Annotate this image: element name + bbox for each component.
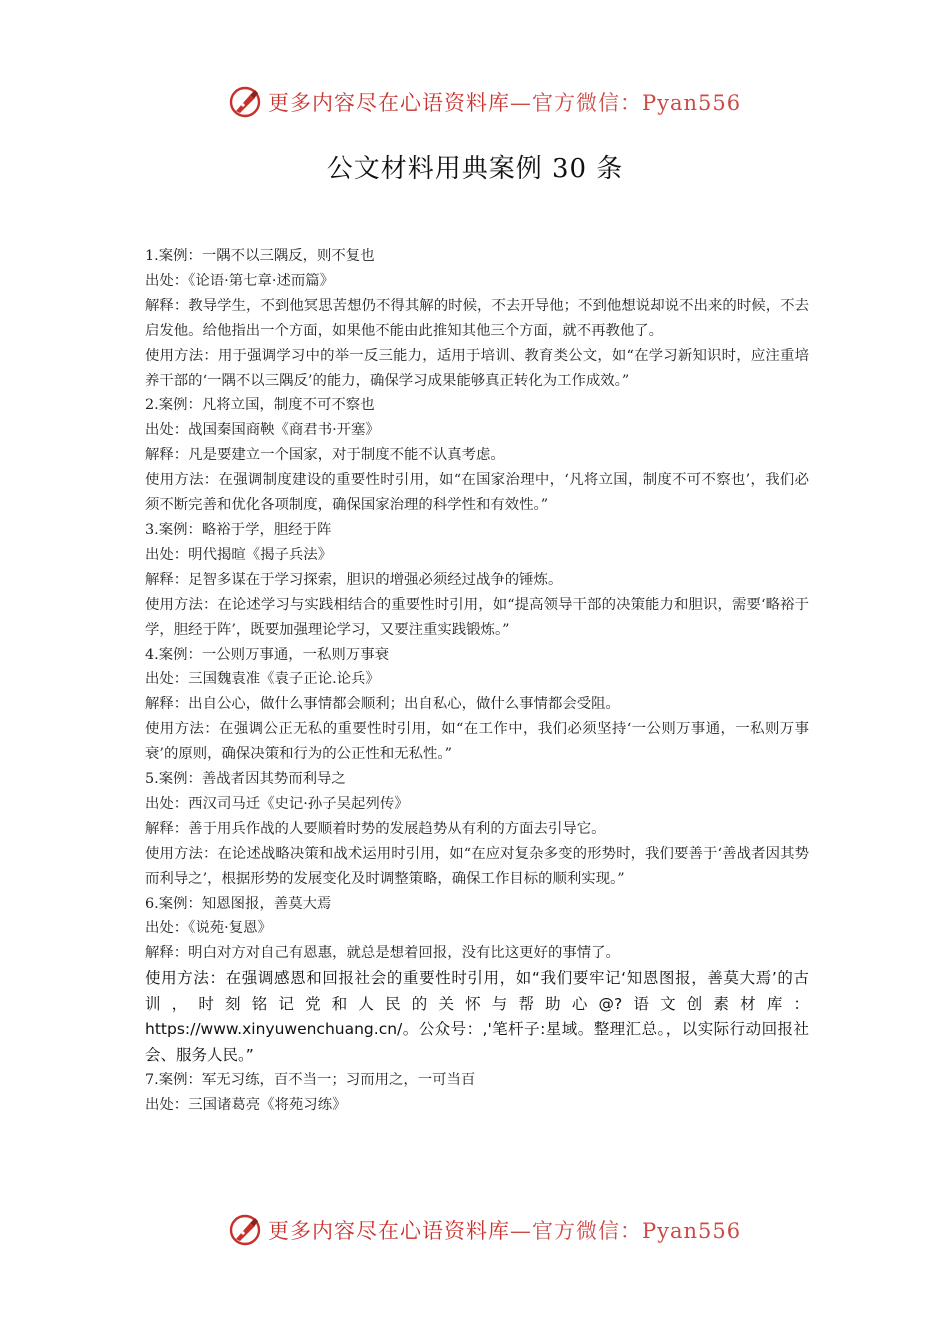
header-banner-contact: —官方微信：Pyan556 xyxy=(510,91,742,115)
case-3-source: 出处：明代揭暄《揭子兵法》 xyxy=(145,546,333,563)
case-3-explanation: 解释：足智多谋在于学习探索，胆识的增强必须经过战争的锤炼。 xyxy=(145,571,563,588)
case-1-source: 出处：《论语·第七章·述而篇》 xyxy=(145,272,335,289)
case-5-source: 出处：西汉司马迁《史记·孙子吴起列传》 xyxy=(145,795,409,812)
case-2-source: 出处：战国秦国商鞅《商君书·开塞》 xyxy=(145,422,380,439)
case-3-usage: 使用方法：在论述学习与实践相结合的重要性时引用，如“提高领导干部的决策能力和胆识，需要‘略裕于学，胆经于阵’，既要加强理论学习，又要注重实践锻炼。” xyxy=(145,596,809,638)
pen-nib-logo-icon xyxy=(228,1213,262,1247)
case-4-source: 出处：三国魏袁准《袁子正论.论兵》 xyxy=(145,671,380,688)
footer-banner-text xyxy=(268,1215,741,1245)
footer-watermark-banner xyxy=(0,1206,950,1254)
footer-banner-contact: —官方微信：Pyan556 xyxy=(510,1219,742,1243)
case-4-explanation: 解释：出自公心，做什么事情都会顺利；出自私心，做什么事情都会受阻。 xyxy=(145,696,620,713)
case-6-title: 6.案例：知恩图报，善莫大焉 xyxy=(145,895,332,912)
case-5-usage: 使用方法：在论述战略决策和战术运用时引用，如“在应对复杂多变的形势时，我们要善于‘善战者因其势而利导之’，根据形势的发展变化及时调整策略，确保工作目标的顺利实现。” xyxy=(145,845,809,887)
page-title: 公文材料用典案例 30 条 xyxy=(326,154,624,184)
case-1-usage: 使用方法：用于强调学习中的举一反三能力，适用于培训、教育类公文，如“在学习新知识时，应注重培养干部的‘一隅不以三隅反’的能力，确保学习成果能够真正转化为工作成效。” xyxy=(145,347,809,389)
document-body xyxy=(145,244,809,1118)
case-3-title: 3.案例：略裕于学，胆经于阵 xyxy=(145,521,332,538)
header-banner-text xyxy=(268,87,741,117)
case-1-explanation: 解释：教导学生，不到他冥思苦想仍不得其解的时候，不去开导他；不到他想说却说不出来的时候，不去启发他。给他指出一个方面，如果他不能由此推知其他三个方面，就不再教他了。 xyxy=(145,297,809,339)
pen-nib-logo-icon xyxy=(228,85,262,119)
case-5-title: 5.案例：善战者因其势而利导之 xyxy=(145,771,346,788)
case-7-title: 7.案例：军无习练，百不当一；习而用之，一可当百 xyxy=(145,1071,476,1088)
case-2-explanation: 解释：凡是要建立一个国家，对于制度不能不认真考虑。 xyxy=(145,447,505,464)
case-4-usage: 使用方法：在强调公正无私的重要性时引用，如“在工作中，我们必须坚持‘一公则万事通，一私则万事衰’的原则，确保决策和行为的公正性和无私性。” xyxy=(145,721,809,763)
case-5-explanation: 解释：善于用兵作战的人要顺着时势的发展趋势从有利的方面去引导它。 xyxy=(145,820,606,837)
case-6-explanation: 解释：明白对方对自己有恩惠，就总是想着回报，没有比这更好的事情了。 xyxy=(145,945,620,962)
case-4-title: 4.案例：一公则万事通，一私则万事衰 xyxy=(145,646,389,663)
case-2-title: 2.案例：凡将立国，制度不可不察也 xyxy=(145,397,375,414)
case-6-source: 出处：《说苑·复恩》 xyxy=(145,920,272,937)
header-banner-main: 更多内容尽在心语资料库 xyxy=(268,91,510,115)
case-1-title: 1.案例：一隅不以三隅反，则不复也 xyxy=(145,248,375,264)
footer-banner-main: 更多内容尽在心语资料库 xyxy=(268,1219,510,1243)
case-6-usage: 使用方法：在强调感恩和回报社会的重要性时引用，如“我们要牢记‘知恩图报，善莫大焉’的古训，时刻铭记党和人民的关怀与帮助心@?语文创素材库：https://www.xinyuwenchuang.cn/。公众号：,'笔杆子:星域。整理汇总。，以实际行动回报社会、服务人民。” xyxy=(145,969,809,1064)
header-watermark-banner xyxy=(0,78,950,126)
case-2-usage: 使用方法：在强调制度建设的重要性时引用，如“在国家治理中，‘凡将立国，制度不可不察也’，我们必须不断完善和优化各项制度，确保国家治理的科学性和有效性。” xyxy=(145,472,809,514)
case-7-source: 出处：三国诸葛亮《将苑习练》 xyxy=(145,1096,347,1113)
